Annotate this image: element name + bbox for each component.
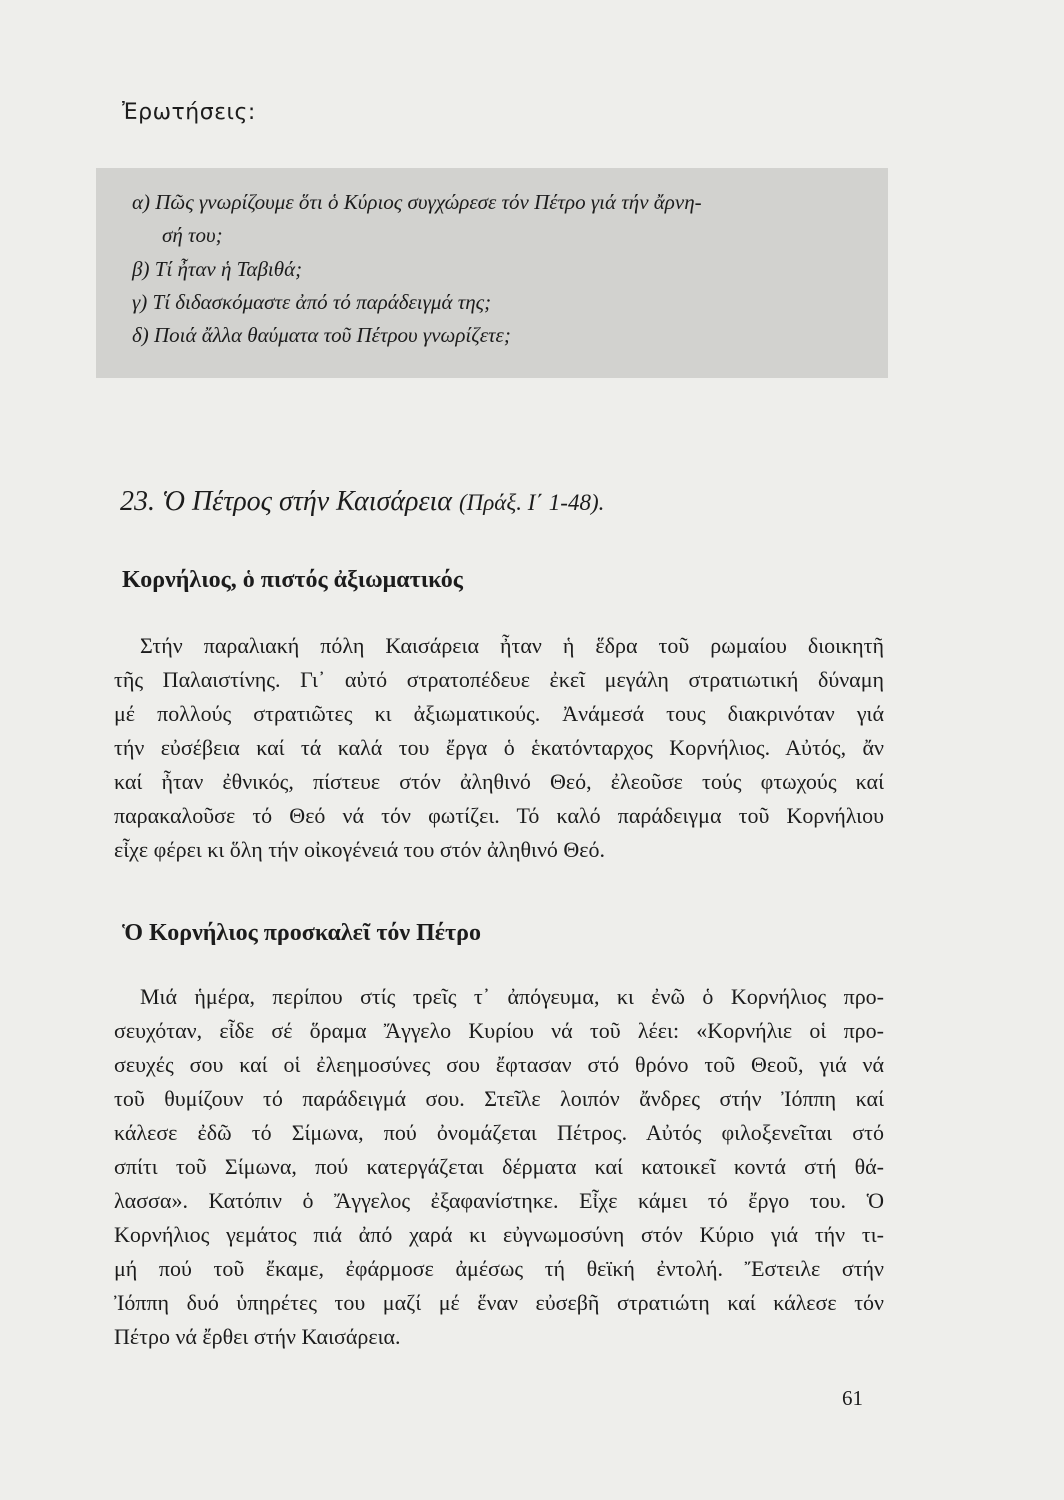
question-c: γ) Τί διδασκόμαστε ἀπό τό παράδειγμά της;: [132, 290, 492, 314]
paragraph-line: μή πού τοῦ ἔκαμε, ἐφάρμοσε ἀμέσως τή θεϊκή ἐντολή. Ἔστειλε στήν: [114, 1256, 884, 1281]
question-a-continued: σή του;: [162, 223, 223, 247]
section-heading-invitation: Ὁ Κορνήλιος προσκαλεῖ τόν Πέτρο: [122, 920, 481, 946]
page-number: 61: [842, 1386, 863, 1410]
paragraph-line: λασσα». Κατόπιν ὁ Ἄγγελος ἐξαφανίστηκε. Εἶχε κάμει τό ἔργο του. Ὁ: [114, 1188, 884, 1213]
lesson-title: [120, 486, 604, 518]
paragraph-line: εἶχε φέρει κι ὅλη τήν οἰκογένειά του στόν ἀληθινό Θεό.: [114, 837, 606, 862]
paragraph-line: μέ πολλούς στρατιῶτες κι ἀξιωματικούς. Ἀνάμεσά τους διακρινόταν γιά: [114, 701, 884, 726]
question-d: δ) Ποιά ἄλλα θαύματα τοῦ Πέτρου γνωρίζετε;: [132, 323, 511, 347]
paragraph-line: Ἰόππη δυό ὑπηρέτες του μαζί μέ ἕναν εὐσεβῆ στρατιώτη καί κάλεσε τόν: [114, 1290, 884, 1315]
question-b: β) Τί ἦταν ἡ Ταβιθά;: [132, 257, 303, 281]
paragraph-line: κάλεσε ἐδῶ τό Σίμωνα, πού ὀνομάζεται Πέτρος. Αὐτός φιλοξενεῖται στό: [114, 1120, 884, 1145]
paragraph-line: σευχόταν, εἶδε σέ ὅραμα Ἄγγελο Κυρίου νά τοῦ λέει: «Κορνήλιε οἱ προ-: [114, 1018, 884, 1043]
paragraph-line: Στήν παραλιακή πόλη Καισάρεια ἦταν ἡ ἕδρα τοῦ ρωμαίου διοικητῆ: [140, 633, 884, 658]
paragraph-line: καί ἦταν ἐθνικός, πίστευε στόν ἀληθινό Θεό, ἐλεοῦσε τούς φτωχούς καί: [114, 769, 884, 794]
paragraph-line: σευχές σου καί οἱ ἐλεημοσύνες σου ἔφτασαν στό θρόνο τοῦ Θεοῦ, γιά νά: [114, 1052, 884, 1077]
section-heading-cornelius: Κορνήλιος, ὁ πιστός ἀξιωματικός: [122, 567, 463, 593]
questions-heading: Ἐρωτήσεις:: [122, 100, 256, 125]
paragraph-line: τῆς Παλαιστίνης. Γι᾽ αὐτό στρατοπέδευε ἐκεῖ μεγάλη στρατιωτική δύναμη: [114, 667, 884, 692]
paragraph-line: παρακαλοῦσε τό Θεό νά τόν φωτίζει. Τό καλό παράδειγμα τοῦ Κορνήλιου: [114, 803, 884, 828]
paragraph-line: σπίτι τοῦ Σίμωνα, πού κατεργάζεται δέρματα καί κατοικεῖ κοντά στή θά-: [114, 1154, 884, 1179]
paragraph-line: τήν εὐσέβεια καί τά καλά του ἔργα ὁ ἑκατόνταρχος Κορνήλιος. Αὐτός, ἄν: [114, 735, 884, 760]
paragraph-line: Κορνήλιος γεμάτος πιά ἀπό χαρά κι εὐγνωμοσύνη στόν Κύριο γιά τήν τι-: [114, 1222, 884, 1247]
paragraph-line: Πέτρο νά ἔρθει στήν Καισάρεια.: [114, 1324, 401, 1349]
lesson-title-text: 23. Ὁ Πέτρος στήν Καισάρεια: [120, 486, 452, 517]
paragraph-line: Μιά ἡμέρα, περίπου στίς τρεῖς τ᾽ ἀπόγευμα, κι ἐνῶ ὁ Κορνήλιος προ-: [140, 984, 884, 1009]
lesson-reference: (Πράξ. Ι΄ 1-48).: [458, 490, 605, 515]
question-a: α) Πῶς γνωρίζουμε ὅτι ὁ Κύριος συγχώρεσε τόν Πέτρο γιά τήν ἄρνη-: [132, 190, 702, 214]
paragraph-line: τοῦ θυμίζουν τό παράδειγμά σου. Στεῖλε λοιπόν ἄνδρες στήν Ἰόππη καί: [114, 1086, 884, 1111]
